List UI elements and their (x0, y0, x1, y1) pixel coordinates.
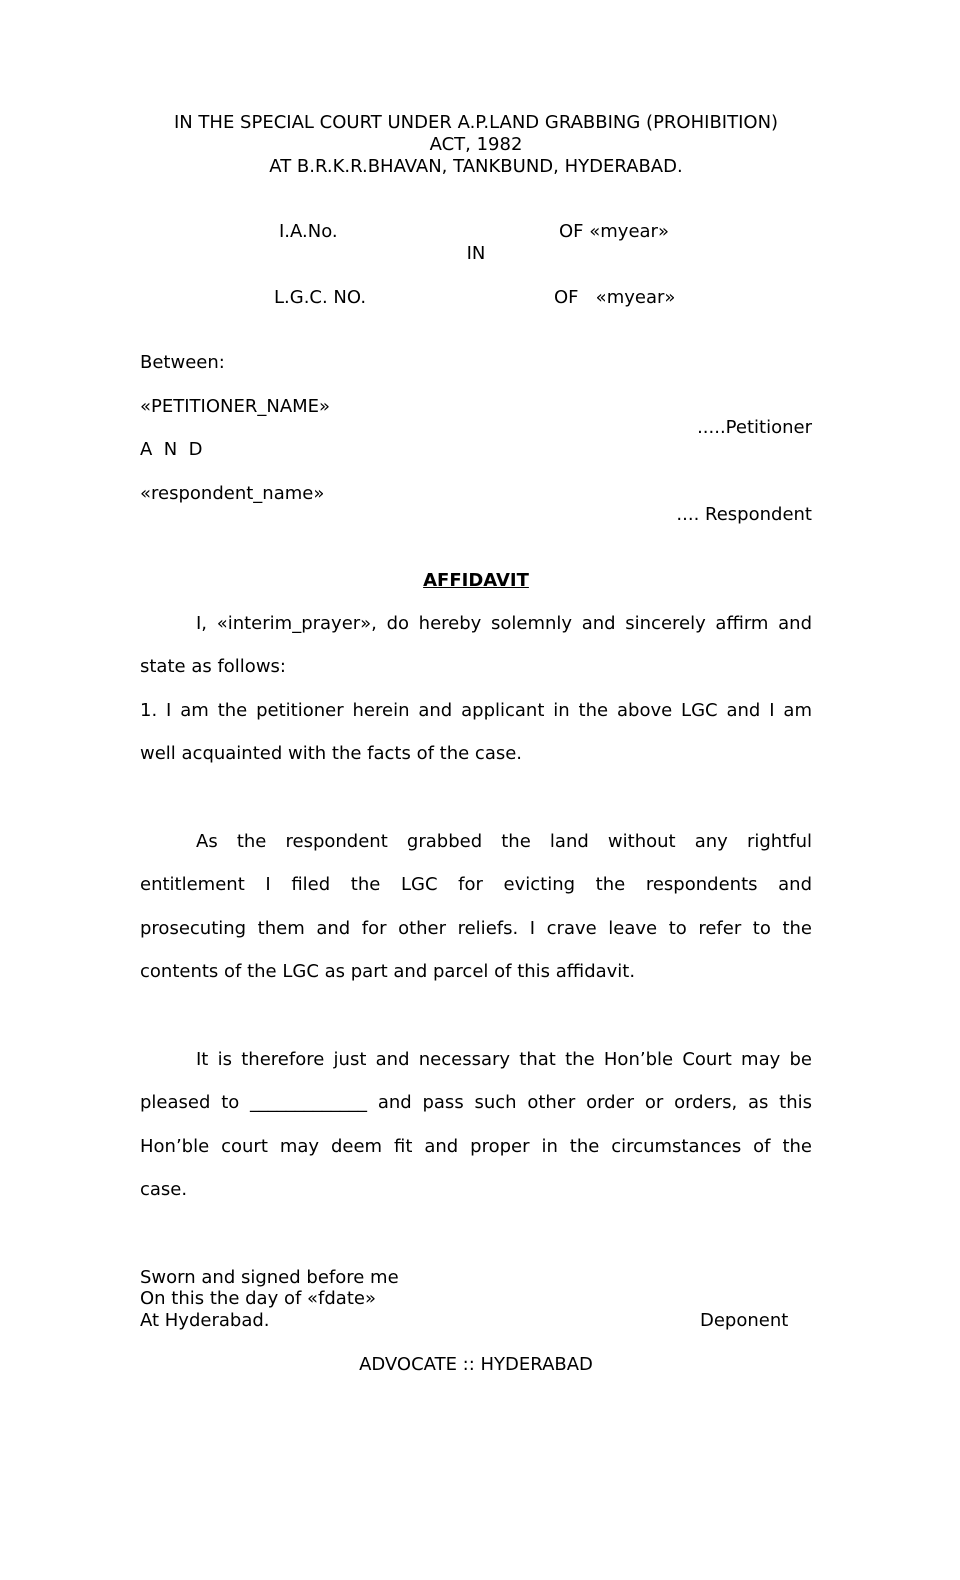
para3-line-1: It is therefore just and necessary that the Hon’ble Court may be (196, 1049, 812, 1070)
between-label: Between: (140, 352, 225, 373)
petitioner-role: .....Petitioner (697, 417, 812, 438)
para2-line-2: entitlement I filed the LGC for evicting the respondents and (140, 874, 812, 895)
petitioner-name: «PETITIONER_NAME» (140, 396, 331, 417)
sworn-line: Sworn and signed before me (140, 1267, 399, 1288)
para3-line-4: case. (140, 1179, 188, 1200)
respondent-role: .... Respondent (676, 504, 812, 525)
court-header-line-1: IN THE SPECIAL COURT UNDER A.P.LAND GRABBING (PROHIBITION) (173, 112, 779, 133)
para2-line-4: contents of the LGC as part and parcel of this affidavit. (140, 961, 636, 982)
respondent-name: «respondent_name» (140, 483, 325, 504)
deponent-label: Deponent (700, 1310, 789, 1331)
court-header-line-2: ACT, 1982 (429, 134, 523, 155)
intro-line-1: I, «interim_prayer», do hereby solemnly and sincerely affirm and (196, 613, 812, 634)
para1-line-1: 1. I am the petitioner herein and applicant in the above LGC and I am (140, 700, 812, 721)
court-header-line-3: AT B.R.K.R.BHAVAN, TANKBUND, HYDERABAD. (269, 156, 683, 177)
lgc-year-field: OF «myear» (554, 287, 676, 308)
para1-line-2: well acquainted with the facts of the case. (140, 743, 523, 764)
para3-line-2: pleased to _____________ and pass such other order or orders, as this (140, 1092, 812, 1113)
and-label: A N D (140, 439, 203, 460)
para2-line-3: prosecuting them and for other reliefs. I crave leave to refer to the (140, 918, 812, 939)
place-line: At Hyderabad. (140, 1310, 270, 1331)
affidavit-title: AFFIDAVIT (423, 570, 529, 591)
in-label: IN (466, 243, 486, 264)
ia-number-label: I.A.No. (279, 221, 338, 242)
intro-line-2: state as follows: (140, 656, 286, 677)
para3-line-3: Hon’ble court may deem fit and proper in the circumstances of the (140, 1136, 812, 1157)
day-line: On this the day of «fdate» (140, 1288, 376, 1309)
para2-line-1: As the respondent grabbed the land without any rightful (196, 831, 812, 852)
lgc-number-label: L.G.C. NO. (274, 287, 367, 308)
advocate-line: ADVOCATE :: HYDERABAD (359, 1354, 593, 1375)
ia-year-field: OF «myear» (559, 221, 669, 242)
